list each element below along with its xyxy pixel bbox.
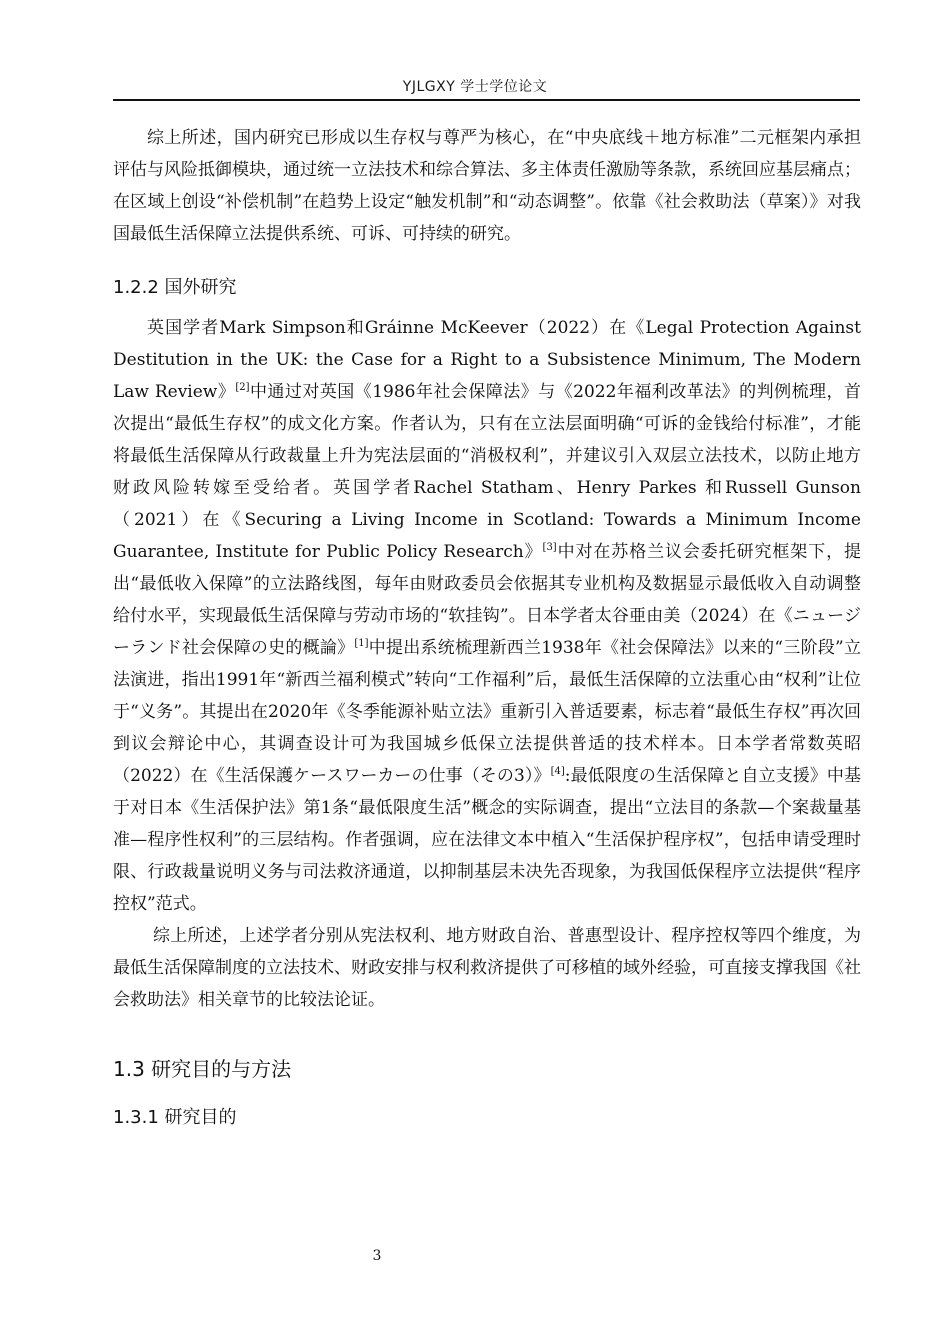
foreign-text-part-2: 中通过对英国《1986年社会保障法》与《2022年福利改革法》的判例梳理，首次提出“最低生存权”的成文化方案。作者认为，只有在立法层面明确“可诉的金钱给付标准”，才能将最低生活保障从行政裁量上升为宪法层面的“消极权利”，并建议引入双层立法技术，以防止地方财政风险转嫁至受给者。英国学者Rachel Statham、Henry Parkes 和Russell Gunson（2021）在《Securing a Living Income in Scotland: Towards a Minimum Income Guarantee, Institute for Public Policy Research》 — [113, 382, 861, 562]
section-heading-1-3-1: 1.3.1 研究目的 — [113, 1107, 237, 1128]
header-divider — [113, 99, 860, 101]
foreign-text-part-3: 中对在苏格兰议会委托研究框架下，提出“最低收入保障”的立法路线图，每年由财政委员会依据其专业机构及数据显示最低收入自动调整给付水平，实现最低生活保障与劳动市场的“软挂钩”。日本学者太谷亜由美（2024）在《ニュージーランド社会保障の史的概論》 — [113, 542, 861, 658]
domestic-summary-paragraph: 综上所述，国内研究已形成以生存权与尊严为核心，在“中央底线＋地方标准”二元框架内承担评估与风险抵御模块，通过统一立法技术和综合算法、多主体责任激励等条款，系统回应基层痛点；在区域上创设“补偿机制”在趋势上设定“触发机制”和“动态调整”。依靠《社会救助法（草案）》对我国最低生活保障立法提供系统、可诉、可持续的研究。 — [113, 128, 861, 244]
foreign-text-part-1: 英国学者Mark Simpson和Gráinne McKeever（2022）在《Legal Protection Against Destitution in the UK: the Case for a Right to a Subsistence Minimum, The Modern Law Review》 — [113, 318, 861, 402]
section-heading-1-2-2: 1.2.2 国外研究 — [113, 277, 237, 298]
page-number: 3 — [372, 1248, 382, 1264]
page-header-title: YJLGXY 学士学位论文 — [402, 79, 548, 95]
foreign-research-paragraph — [113, 312, 861, 920]
citation-ref-1: [1] — [354, 638, 369, 649]
foreign-text-part-5: :最低限度の生活保障と自立支援》中基于对日本《生活保护法》第1条“最低限度生活”概念的实际调查，提出“立法目的条款—个案裁量基准—程序性权利”的三层结构。作者强调，应在法律文本中植入“生活保护程序权”，包括申请受理时限、行政裁量说明义务与司法救济通道，以抑制基层未决先否现象，为我国低保程序立法提供“程序控权”范式。 — [113, 766, 861, 914]
page-body — [113, 122, 861, 1130]
citation-ref-4: [4] — [550, 766, 565, 777]
foreign-summary-paragraph: 综上所述，上述学者分别从宪法权利、地方财政自治、普惠型设计、程序控权等四个维度，为最低生活保障制度的立法技术、财政安排与权利救济提供了可移植的域外经验，可直接支撑我国《社会救助法》相关章节的比较法论证。 — [113, 926, 861, 1010]
citation-ref-3: [3] — [542, 542, 557, 553]
section-heading-1-3: 1.3 研究目的与方法 — [113, 1057, 292, 1081]
citation-ref-2: [2] — [235, 382, 250, 393]
foreign-text-part-4: 中提出系统梳理新西兰1938年《社会保障法》以来的“三阶段”立法演进，指出1991年“新西兰福利模式”转向“工作福利”后，最低生活保障的立法重心由“权利”让位于“义务”。其提出在2020年《冬季能源补贴立法》重新引入普适要素，标志着“最低生存权”再次回到议会辩论中心，其调查设计可为我国城乡低保立法提供普适的技术样本。日本学者常数英昭（2022）在《生活保護ケースワーカーの仕事（その3）》 — [113, 638, 861, 786]
